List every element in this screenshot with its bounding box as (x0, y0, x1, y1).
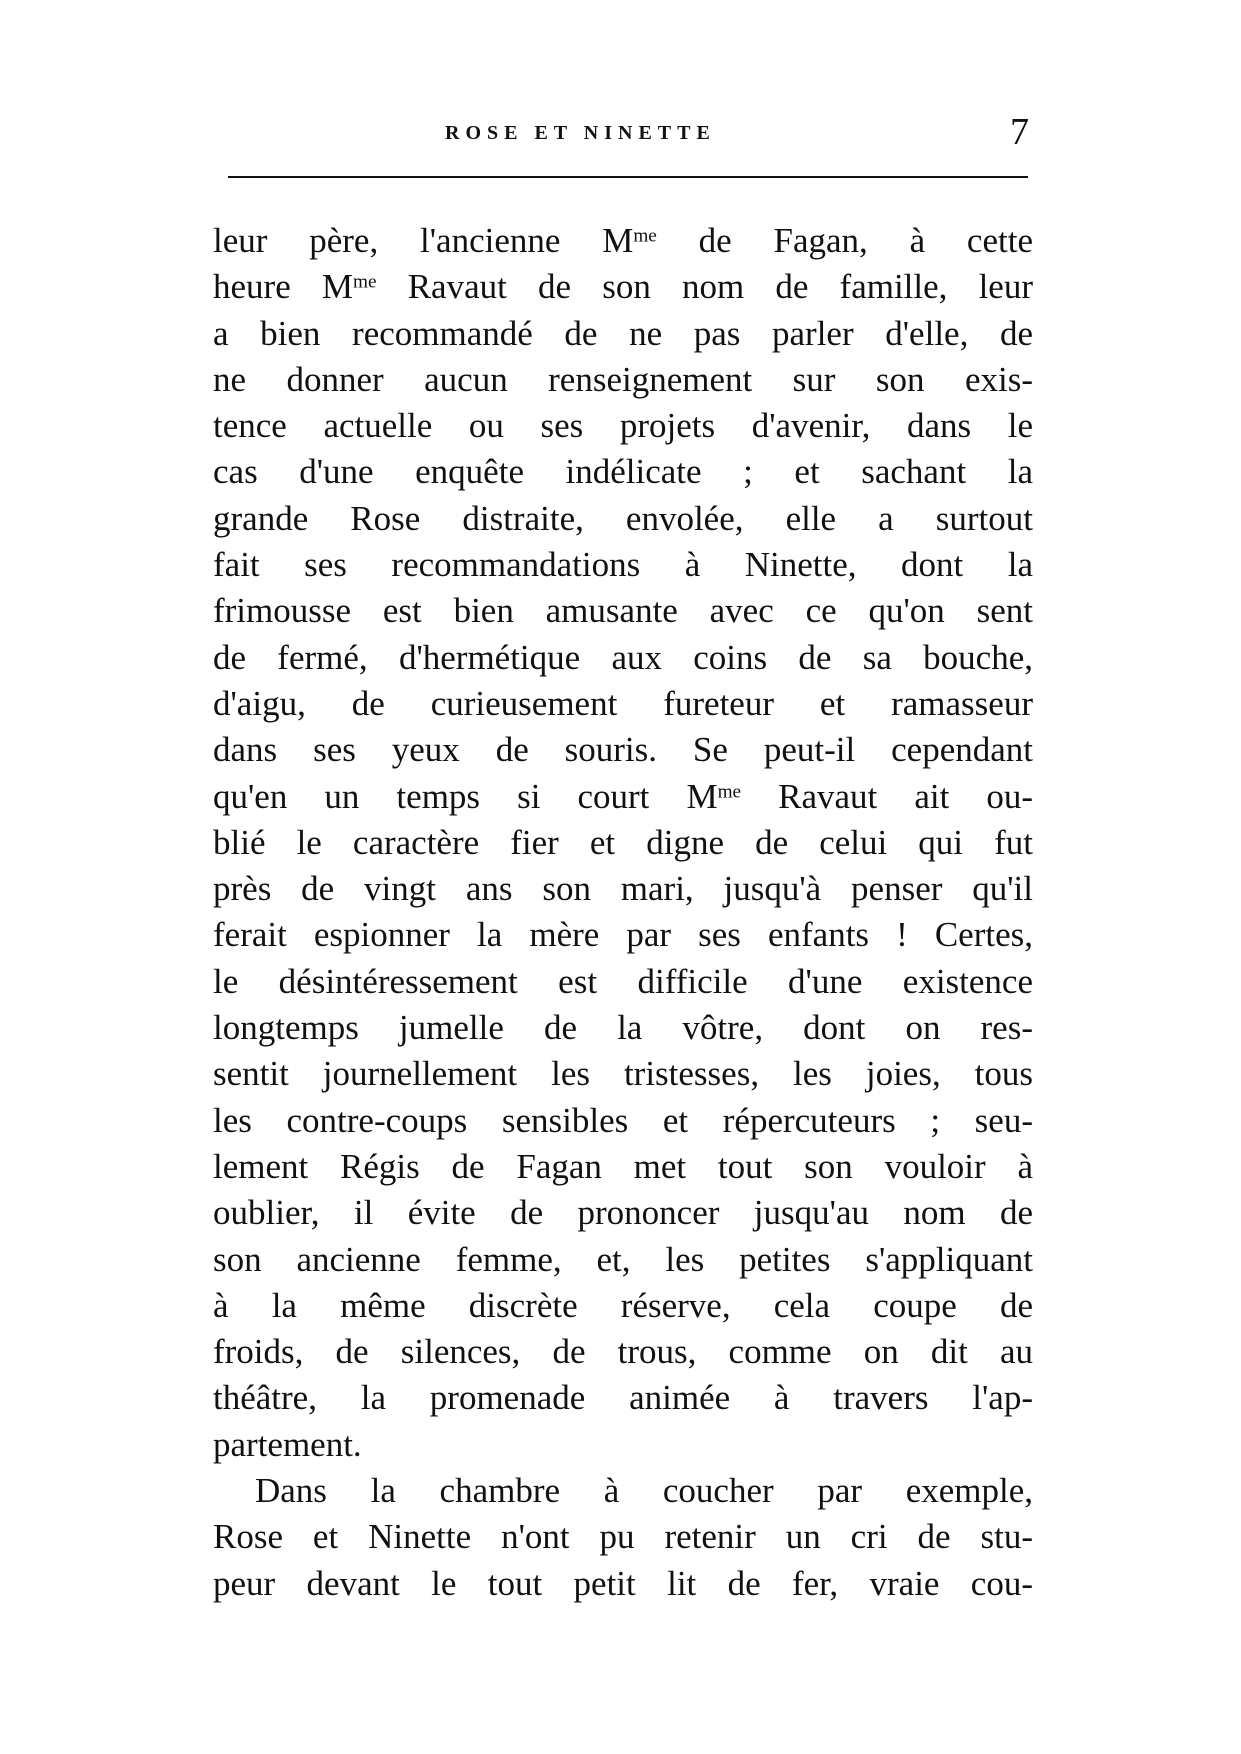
text-line: près de vingt ans son mari, jusqu'à penser qu'il (213, 869, 1033, 909)
text-line: qu'en un temps si court $M^{me}$ Ravaut ait ou- (213, 776, 1034, 816)
text-line: cas d'une enquête indélicate ; et sachant la (213, 452, 1033, 492)
text-line: a bien recommandé de ne pas parler d'elle, de (213, 313, 1033, 353)
superscript-abbreviation: me (717, 780, 742, 802)
text-line: leur père, l'ancienne $M^{me}$ de Fagan, à cette (213, 221, 1033, 260)
text-line: tence actuelle ou ses projets d'avenir, dans le (213, 406, 1033, 446)
text-line: d'aigu, de curieusement fureteur et ramasseur (213, 683, 1033, 723)
text-line: blié le caractère fier et digne de celui qui fut (213, 822, 1033, 862)
text-line: les contre-coups sensibles et répercuteurs ; seu- (213, 1100, 1033, 1140)
superscript-abbreviation: me (353, 271, 377, 293)
running-title: ROSE ET NINETTE (445, 122, 716, 144)
page-number: 7 (1010, 111, 1029, 153)
text-line: ferait espionner la mère par ses enfants ! Certes, (213, 915, 1033, 955)
text-line: de fermé, d'hermétique aux coins de sa bouche, (213, 637, 1033, 677)
text-line: le désintéressement est difficile d'une existence (213, 961, 1033, 1001)
text-line: à la même discrète réserve, cela coupe de (213, 1285, 1033, 1325)
running-header (215, 108, 1029, 168)
text-line: Rose et Ninette n'ont pu retenir un cri de stu- (213, 1517, 1033, 1557)
text-line: frimousse est bien amusante avec ce qu'on sent (213, 591, 1033, 631)
paragraph-end-line: partement. (213, 1424, 362, 1464)
text-line: lement Régis de Fagan met tout son vouloir à (213, 1146, 1033, 1186)
text-line: sentit journellement les tristesses, les joies, tous (213, 1054, 1033, 1094)
superscript-abbreviation: me (633, 225, 657, 247)
text-line: théâtre, la promenade animée à travers l'ap- (213, 1378, 1033, 1418)
text-line: oublier, il évite de prononcer jusqu'au nom de (213, 1193, 1033, 1233)
paragraph-start-line: Dans la chambre à coucher par exemple, (255, 1471, 1033, 1511)
text-line: froids, de silences, de trous, comme on dit au (213, 1332, 1033, 1372)
text-line: longtemps jumelle de la vôtre, dont on res- (213, 1008, 1033, 1048)
body-text (213, 218, 1033, 1607)
text-line: peur devant le tout petit lit de fer, vraie cou- (213, 1563, 1033, 1603)
header-rule (228, 176, 1028, 178)
text-line: grande Rose distraite, envolée, elle a surtout (213, 498, 1033, 538)
text-line: son ancienne femme, et, les petites s'appliquant (213, 1239, 1033, 1279)
text-line: ne donner aucun renseignement sur son exis- (213, 359, 1033, 399)
text-line: heure $M^{me}$ Ravaut de son nom de famille, leur (213, 267, 1033, 307)
text-line: dans ses yeux de souris. Se peut-il cependant (213, 730, 1033, 770)
text-line: fait ses recommandations à Ninette, dont la (213, 545, 1033, 585)
